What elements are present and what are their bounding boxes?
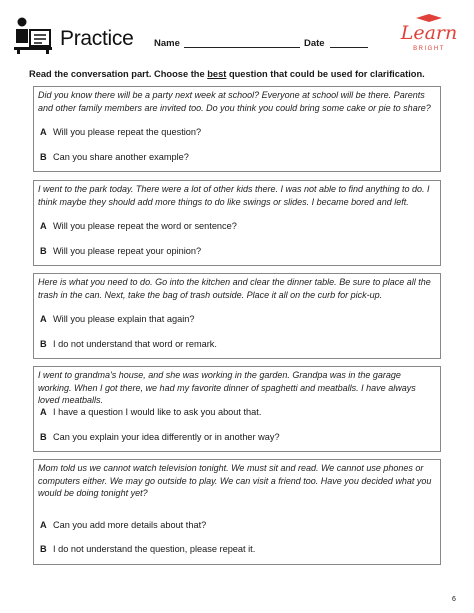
option-a[interactable]: A Will you please explain that again? xyxy=(40,314,195,324)
option-a[interactable]: A Can you add more details about that? xyxy=(40,520,207,530)
question-box-2 xyxy=(33,180,441,266)
page-number: 6 xyxy=(452,596,456,603)
option-a[interactable]: A I have a question I would like to ask you about that. xyxy=(40,407,262,417)
name-label: Name xyxy=(154,38,180,49)
logo-subtext: BRIGHT xyxy=(413,46,445,52)
logo-text: Learn xyxy=(400,22,458,44)
page-title: Practice xyxy=(60,27,134,50)
date-label: Date xyxy=(304,38,325,49)
date-field[interactable] xyxy=(330,47,368,48)
option-b[interactable]: B Will you please repeat your opinion? xyxy=(40,246,202,256)
option-b[interactable]: B Can you explain your idea differently or in another way? xyxy=(40,432,280,442)
instructions: Read the conversation part. Choose the best question that could be used for clarification. xyxy=(29,69,425,79)
question-box-1 xyxy=(33,86,441,172)
option-a[interactable]: A Will you please repeat the question? xyxy=(40,127,202,137)
question-box-3 xyxy=(33,273,441,359)
option-a[interactable]: A Will you please repeat the word or sentence? xyxy=(40,221,237,231)
passage-text: Mom told us we cannot watch television tonight. We must sit and read. We cannot use phones or computers either. We may go outside to play. We can visit a friend too. Have you decided what you would be doing tonight yet? xyxy=(38,463,432,498)
question-box-5 xyxy=(33,459,441,565)
passage-text: Here is what you need to do. Go into the kitchen and clear the dinner table. Be sure to place all the trash in the can. Next, take the bag of trash outside. Place it all on the curb for pick-up. xyxy=(38,277,431,300)
student-at-desk-icon xyxy=(14,16,54,54)
learn-bright-logo xyxy=(396,14,462,58)
passage-text: I went to the park today. There were a lot of other kids there. I was not able to find anything to do. I think maybe they should add more things to do like swings or slides. I became bored and left. xyxy=(38,184,430,207)
instructions-emphasis: best xyxy=(207,69,227,79)
passage-text: Did you know there will be a party next week at school? Everyone at school will be there. Parents and other family members are invited too. Do you think you could bring some cake or pie to share? xyxy=(38,90,431,113)
option-b[interactable]: B I do not understand the question, please repeat it. xyxy=(40,544,256,554)
question-box-4 xyxy=(33,366,441,452)
option-b[interactable]: B I do not understand that word or remark. xyxy=(40,339,217,349)
page-header xyxy=(0,0,474,62)
name-field[interactable] xyxy=(184,47,300,48)
option-b[interactable]: B Can you share another example? xyxy=(40,152,189,162)
passage-text: I went to grandma's house, and she was working in the garden. Grandpa was in the garage working. When I got there, we had my favorite dinner of spaghetti and meatballs. I have always loved meatballs. xyxy=(38,370,416,405)
